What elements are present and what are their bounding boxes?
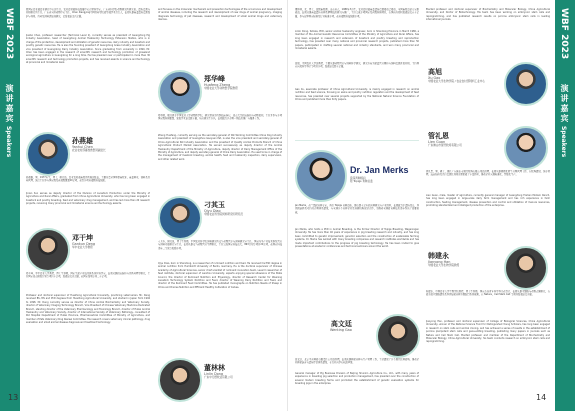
speaker-photo-merks: [295, 150, 347, 202]
speaker-name-guan: [428, 132, 462, 147]
speaker-bio-cn-diao: 刁其玉，研究员，博士生导师，中国农业科学院饲料研究所反刍动物营养与饲料研究室主任，国家肉羊产业技术体系营养与饲料功能研究室主任，长期从事反刍动物营养生理研究，主持完成国家科技攻关、863计划等项目20余项，获国家科技进步二等奖等奖励多项。: [158, 240, 282, 250]
speaker-name-gao-xu: [428, 68, 485, 83]
speaker-name-en: Jianyong Han: [428, 260, 451, 264]
speaker-title-cn: 资深育种顾问: [350, 177, 366, 180]
speaker-bio-en-sun: Jinian Sun serves as deputy director of the Division of Livestock Production under the Ministry of Agriculture and Rural Affairs, graduated from China Agricultural University, who has long been engaged in livestock and poultry breeding, feed and veterinary drug management, and has led more than 20 research projects, receiving many provincial and ministerial science and technology awards.: [26, 192, 150, 206]
speaker-name-cn: 高文廷: [330, 320, 352, 328]
speaker-bio-cn-gao: 高旭，中国农业大学副教授，主要从事动物营养与饲料科学研究，研究方向为猪禽营养调控与饲料资源开发利用，主持国家自然科学基金等项目多项，发表论文四十余篇。: [295, 62, 419, 69]
page-gutter: [287, 0, 288, 411]
speaker-name-cn: 邓干坤: [72, 234, 93, 242]
speaker-bio-cn-guan: 管礼恩，男，硕士，现任广东佛山市现代牧场有限公司总经理，长期从事规模化奶牛养殖管理工作，在牧场建设、饲养管理、疫病防控及粪污资源化利用方面积累了丰富经验，推动企业实现标准化、智能化生产。: [426, 170, 550, 177]
speaker-bio-en-zheng: Zheng Huafeng, currently serving as the secretary-general of Pet Working Committee China Dog Industry Association and president of Guangzhou Gaoyuan Pet, is also the vice president and secretary-general of China Agricultural Pet Industry Association and the president of Quality Animal Products Branch of China Agricultural Product Market Association. He served successively as deputy director of the Animal Husbandry Department of the Ministry of Agriculture, deputy director of Dairy Management Office of the Ministry of Agriculture, and deputy secretary-general of China Dairy Association. He used to be in charge of the management of livestock breeding, animal health, feed and husbandry inspection, dairy supervision, and other related work.: [158, 134, 282, 161]
speaker-photo-guan: [504, 126, 548, 170]
speaker-name-en: Gankun Deng: [72, 242, 96, 246]
speaker-name-deng: [72, 234, 95, 249]
speaker-name-dong: [204, 364, 233, 379]
speaker-photo-deng: [26, 228, 70, 272]
speaker-name-merks: [350, 158, 409, 183]
speaker-bio-en-gao: Gao Xu, associate professor of China Agricultural University, is mainly engaged in research on animal nutrition and feed science, focusing on swine and poultry nutrition regulation and the development of feed resources, has presided over several projects supported by the National Natural Science Foundation of China and published more than forty papers.: [295, 88, 419, 102]
speaker-name-en: Yanhui Chen: [72, 145, 93, 149]
speaker-name-en: Qiyu Diao: [204, 209, 221, 213]
col2-en: and focuses on the molecular mechanism and prevention technologies of the occurrence and development of animal diseases, including the research and development of new drugs of animal pregnancy, imaging diagnosis technology of pet diseases, research and development of small animal drugs and veterinary devices.: [158, 8, 282, 22]
left-band-title: WBF 2023: [4, 8, 14, 60]
left-page-number: 13: [8, 393, 19, 402]
right-band-subtitle-en: Speakers: [560, 126, 567, 158]
speaker-title: 中国农业大学动物医学院教授: [204, 87, 238, 90]
speaker-bio-en-deng: Professor and doctoral supervisor of Huazhong Agricultural University, practicing veterinarian. Mr. Deng received BS, MS and PhD degrees from Huazhong Agricultural University, and studied in Japan from 1994 to 1998. Mr. Deng currently serves as director of China Animal Biochemistry and Veterinary Society, director of Veterinary Imaging Technology Branch, Vice President of Chinese Veterinary Medicine Dedicated Branch, standing director of the Veterinary Pharmacology and Toxicology Branch, director of Hubei Animal Husbandry and Veterinary Society, director of International Society of Veterinary Pathology, consultant of Pet Hospital Department of Hubei Province, Pharmaceutical Committee of Ministry of Agriculture, and member of Pets Veterinary Drug Review Committee. His research covers veterinary clinical pathology, drug evaluation and small animal disease diagnosis and treatment technology.: [26, 294, 150, 325]
speaker-title: 华中农业大学教授: [72, 246, 93, 249]
speaker-name-en: Huafeng Zheng: [204, 83, 231, 87]
speaker-name-diao: [204, 201, 243, 216]
speaker-title: 中国农业大学生物学院教授: [428, 264, 460, 267]
speaker-bio-en-diao: Qiyu Diao, born in Shandong, is a researcher of ruminant nutrition and feed. He received his PhD degree in animal nutrition from Humboldt University of Berlin, Germany. He is the doctoral supervisor of Chinese Academy of Agricultural Sciences, senior chief scientist of ruminant innovation team, Level II researcher of feed institute, doctoral supervisor of Lanzhou University, experts enjoying special allowance of the State Council, the director of Ruminant Nutrition and Physiology, director of Research Center for Weaning Livestock Technology System Nutrition and Feed, director of Weaning Dairy Nutrition and Feed, and director of the Ruminant Feed Committee. He has published monographs on Nutrition Needs of Sheep in China and Precise Nutrition and Efficient Healthy Cultivation of Calves.: [158, 262, 282, 289]
speaker-title: 广东中行德牧业有限公司: [204, 376, 233, 379]
speaker-bio-en-merks: Jan Merks, who holds a PhD in Animal Breeding, is the former Director of Topigs Breeding, Wageningen University. He has more than 40 years of experience in pig breeding research and industry, and has long been committed to genetic improvement, genomic selection and the construction of sustainable farming systems. Dr. Merks has worked with many breeding companies and research institutes worldwide and has made important contributions to the progress of pig breeding technology. He has been invited to give presentations at academic conferences and technical seminars around the world.: [295, 228, 419, 249]
speaker-title: 中国农业科学院饲料研究所研究员: [204, 213, 243, 216]
speaker-name-en: Linlin Dong: [204, 372, 224, 376]
divider: [295, 140, 419, 141]
speaker-bio-cn-gao-wenting: 高文廷，北京中育种猪有限责任公司总经理，长期从事种猪育种与生产管理工作，主持建设了多个现代化种猪场，推动企业种猪选育与遗传评估体系建设，在行业内享有较高声誉。: [295, 358, 419, 365]
col2-right-en: Elected professor and doctoral supervisor of Biochemistry and Molecular Biology, China Agricultural University, and Doctor of Biotechnology. His team has been working on embryonic stem cells and reprogramming, and has published research results on porcine embryonic stem cells in leading international journals.: [426, 8, 550, 22]
intro-en: Jianbo Chen, professor researcher (Technical Level 2), currently serves as president of Guangdong Pig Industry Association, head of Guangdong Animal Husbandry Technology Extension Station, who is in charge of the protection, development and utilization of genetic resources, dairy industry and livestock and poultry genetic resources. He is also the founding president of Guangdong Grass Industry Association and vice president of Guangdong Dairy Industry Association. Since graduating from university in 1990, Mr. Chen has been engaged in the research of scientific research and technology promotion of grassland ecological agriculture in Guangdong for a long time. He has presided over or participated in more than 30 scientific research and technology promotion projects, and has received awards in science and technology at provincial and ministerial level.: [26, 34, 150, 65]
speaker-photo-zheng: [158, 70, 202, 114]
speaker-photo-diao: [158, 196, 202, 240]
speaker-name-han: [428, 252, 459, 267]
speaker-name-cn: 董林林: [204, 364, 225, 372]
speaker-bio-en-han: Jianyong Han, professor and doctoral supervisor of College of Biological Sciences, China Agricultural University, winner of the National Science Fund for Distinguished Young Scholars, has long been engaged in research on stem cells and animal cloning, and has achieved a series of results in the establishment of porcine pluripotent stem cells and gene-editing breeding, publishing many papers in journals such as Nature and Cell Stem Cell. Elected professor and member of the Department of Biochemistry and Molecular Biology, China Agricultural University, his team conducts research on embryonic stem cells and reprogramming.: [426, 320, 550, 344]
top-cn: 董林林，女，博士，高级畜牧师。山东省人，1980年3月生。农业农村部畜禽遗传资源委员会委员，全国畜牧总站专家组成员，长期从事畜禽遗传育种及繁殖技术研究与推广，主持完成多项国家及省级科研项目，在国内外期刊发表论文五十余篇，参与起草国家标准及行业标准多项，获省部级科技奖励多项。: [295, 8, 419, 18]
speaker-bio-en-guan: Lien Guan, male, master of agriculture, currently general manager of Guangdong Foshan Modern Ranch, has long been engaged in large-scale dairy farm management and has rich experience in farm construction, feeding management, disease prevention and control and utilization of manure resources, promoting standardized and intelligent production of the enterprise.: [426, 194, 550, 208]
right-page-number: 14: [536, 393, 547, 402]
speaker-name-en: Lien Guan: [428, 140, 446, 144]
speaker-photo-gao-wenting: [376, 314, 420, 358]
speaker-photo-sun: [26, 132, 70, 176]
speaker-name-cn: 管礼恩: [428, 132, 449, 140]
speaker-name-en: Dr. Jan Merks: [350, 165, 409, 175]
speaker-bio-cn-sun: 孙燕雄，男，1977年生，博士，研究员，农业农村部畜牧兽医局副处长，主要负责全国草原畜牧业、畜禽种业、饲料及兽药管理，先后主持参与国家级及省部级课题20余项，获得多项省部级科技奖励。: [26, 176, 150, 183]
speaker-title-en: 原 Topigs 育种总监: [350, 180, 373, 184]
intro-cn: 原国家农业部农业研究中心副主任、农业农村部科技发展中心首席科学家、广东省科学院动物研究所研究员、遗传资源与利用研究所主任、广东省实验动物中心主任、Chen Xiangying中国兽药学院猪学部学术带头人，长期从事畜禽遗传资源保护与利用、兽药及饲料添加剂研究，已发表论文百余篇。: [26, 8, 150, 18]
speaker-name-cn: 韩建永: [428, 252, 449, 260]
left-side-band: [0, 0, 20, 411]
right-side-band: [555, 0, 575, 411]
speaker-title: 广东佛山市现代牧场有限公司: [428, 144, 462, 147]
speaker-name-en: Xu Gao: [428, 76, 441, 80]
left-band-subtitle-cn: 演讲嘉宾: [5, 84, 14, 124]
speaker-name-sun: [72, 137, 106, 152]
speaker-title: 中国农业大学生物学院 / 农业农村部饲料工业中心: [428, 80, 485, 83]
speaker-bio-en-gao-wenting: General manager of Pig Business Division of Beijing Shunxin Agriculture Co., Ltd., with many years of experience in breeding pig selection and production management, has presided over the construction of several modern breeding farms and promoted the establishment of genetic evaluation systems for breeding pigs in the enterprise.: [295, 372, 419, 386]
speaker-photo-gao-xu: [504, 62, 548, 106]
speaker-name-cn: 高旭: [428, 68, 442, 76]
speaker-name-gao-wenting: [330, 320, 352, 332]
speaker-name-en: Wenting Gao: [330, 328, 352, 332]
speaker-name-cn: 孙燕雄: [72, 137, 93, 145]
speaker-bio-cn-han: 韩建永，中国农业大学生物学院教授，博士生导师，国家杰出青年科学基金获得者，长期从事干细胞与动物克隆研究，在猪多能干细胞建系及基因编辑育种方面取得系列成果，在 Nature、Cell Stem Cell 等期刊发表论文多篇。: [426, 290, 550, 297]
right-band-subtitle-cn: 演讲嘉宾: [560, 84, 569, 124]
left-band-subtitle-en: Speakers: [5, 126, 12, 158]
speaker-photo-han: [504, 246, 548, 290]
speaker-title: 农业农村部畜牧兽医局副处长: [72, 149, 106, 152]
speaker-photo-dong: [158, 358, 202, 402]
speaker-name-cn: 郑华峰: [204, 75, 225, 83]
speaker-bio-cn-merks: Jan Merks，荷兰籍猪育种专家，曾任 Topigs 育种总监，拥有四十余年猪育种研究与产业经验，长期致力于遗传改良、基因组选择及可持续养殖体系建设，与全球多个育种企业及科研机构保持合作，为推动全球猪育种技术进步作出了重要贡献。: [295, 204, 419, 214]
right-band-title: WBF 2023: [559, 8, 569, 60]
top-en: Linlin Dong, female, PhD, senior animal husbandry engineer, born in Shandong Province in March 1980, a member of the Animal Genetic Resources Committee of the Ministry of Agriculture and Rural Affairs, has long been engaged in research and extension of livestock and poultry breeding and reproduction technology, has presided over many national and provincial research projects, published more than 50 papers, participated in drafting several national and industry standards, and won many provincial and ministerial awards.: [295, 30, 419, 51]
speaker-bio-cn-zheng: 郑华峰，现任教于中国农业大学动物医学院，研究领域为兽医临床诊疗，重点关注猪病防控与动物福利，主持并参与多项国家级科研课题，发表学术论文数十篇，培养研究生多名，长期致力于养殖一线技术推广与服务工作。: [158, 114, 282, 121]
speaker-name-cn: 刁其玉: [204, 201, 225, 209]
speaker-bio-cn-deng: 邓干坤，华中农业大学教授，博士生导师，国家生猪产业技术体系岗位科学家，长期从事猪病防控与兽医药理学研究，主持国家重点研发计划等项目十余项，发表论文百余篇，获国家发明专利二十余项。: [26, 272, 150, 279]
speaker-name-zheng: [204, 75, 238, 90]
